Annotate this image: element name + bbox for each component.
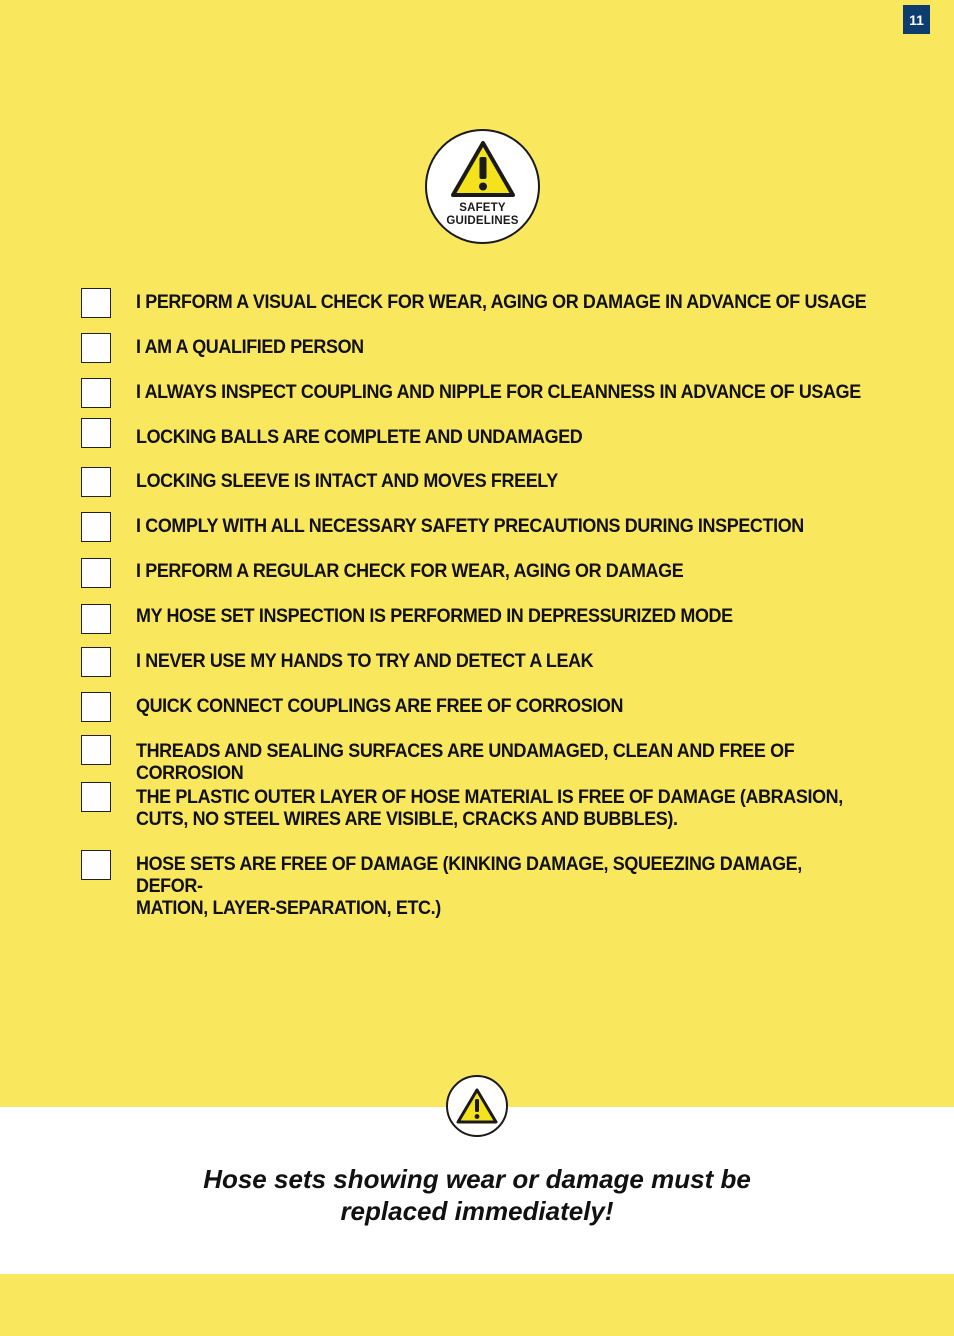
checkbox[interactable]	[81, 850, 111, 880]
footer-line1: Hose sets showing wear or damage must be	[203, 1164, 751, 1194]
checklist-item-label: I PERFORM A REGULAR CHECK FOR WEAR, AGING OR DAMAGE	[136, 560, 684, 582]
footer-warning-text	[0, 1163, 954, 1227]
checkbox[interactable]	[81, 512, 111, 542]
checklist-item-label: LOCKING SLEEVE IS INTACT AND MOVES FREELY	[136, 470, 558, 492]
badge-label-line1: SAFETY	[459, 202, 506, 214]
checkbox[interactable]	[81, 692, 111, 722]
warning-badge	[446, 1075, 508, 1137]
checklist-item-label: I ALWAYS INSPECT COUPLING AND NIPPLE FOR CLEANNESS IN ADVANCE OF USAGE	[136, 381, 861, 403]
checkbox[interactable]	[81, 604, 111, 634]
badge-label-line2: GUIDELINES	[446, 215, 519, 227]
checkbox[interactable]	[81, 647, 111, 677]
checkbox[interactable]	[81, 735, 111, 765]
checkbox[interactable]	[81, 333, 111, 363]
checkbox[interactable]	[81, 558, 111, 588]
checklist-item-label: THE PLASTIC OUTER LAYER OF HOSE MATERIAL IS FREE OF DAMAGE (ABRASION, CUTS, NO STEEL WIRES ARE VISIBLE, CRACKS AND BUBBLES).	[136, 786, 843, 830]
warning-triangle-icon	[456, 1088, 498, 1124]
checkbox[interactable]	[81, 288, 111, 318]
checkbox[interactable]	[81, 378, 111, 408]
checklist-item-label: I COMPLY WITH ALL NECESSARY SAFETY PRECAUTIONS DURING INSPECTION	[136, 515, 804, 537]
page-number: 11	[903, 5, 930, 34]
checklist-item-label: THREADS AND SEALING SURFACES ARE UNDAMAGED, CLEAN AND FREE OF CORROSION	[136, 740, 795, 784]
footer-line2: replaced immediately!	[340, 1196, 614, 1226]
checkbox[interactable]	[81, 467, 111, 497]
checklist-item-label: HOSE SETS ARE FREE OF DAMAGE (KINKING DAMAGE, SQUEEZING DAMAGE, DEFOR- MATION, LAYER-SEPARATION, ETC.)	[136, 853, 802, 919]
checklist-item-label: I AM A QUALIFIED PERSON	[136, 336, 364, 358]
checkbox[interactable]	[81, 418, 111, 448]
checklist-item-label: I PERFORM A VISUAL CHECK FOR WEAR, AGING OR DAMAGE IN ADVANCE OF USAGE	[136, 291, 867, 313]
checklist-item-label: QUICK CONNECT COUPLINGS ARE FREE OF CORROSION	[136, 695, 624, 717]
safety-guidelines-badge	[425, 129, 540, 244]
checklist-item-label: LOCKING BALLS ARE COMPLETE AND UNDAMAGED	[136, 426, 583, 448]
warning-triangle-icon	[450, 140, 516, 198]
checkbox[interactable]	[81, 782, 111, 812]
checklist-item-label: MY HOSE SET INSPECTION IS PERFORMED IN DEPRESSURIZED MODE	[136, 605, 733, 627]
checklist-item-label: I NEVER USE MY HANDS TO TRY AND DETECT A LEAK	[136, 650, 594, 672]
